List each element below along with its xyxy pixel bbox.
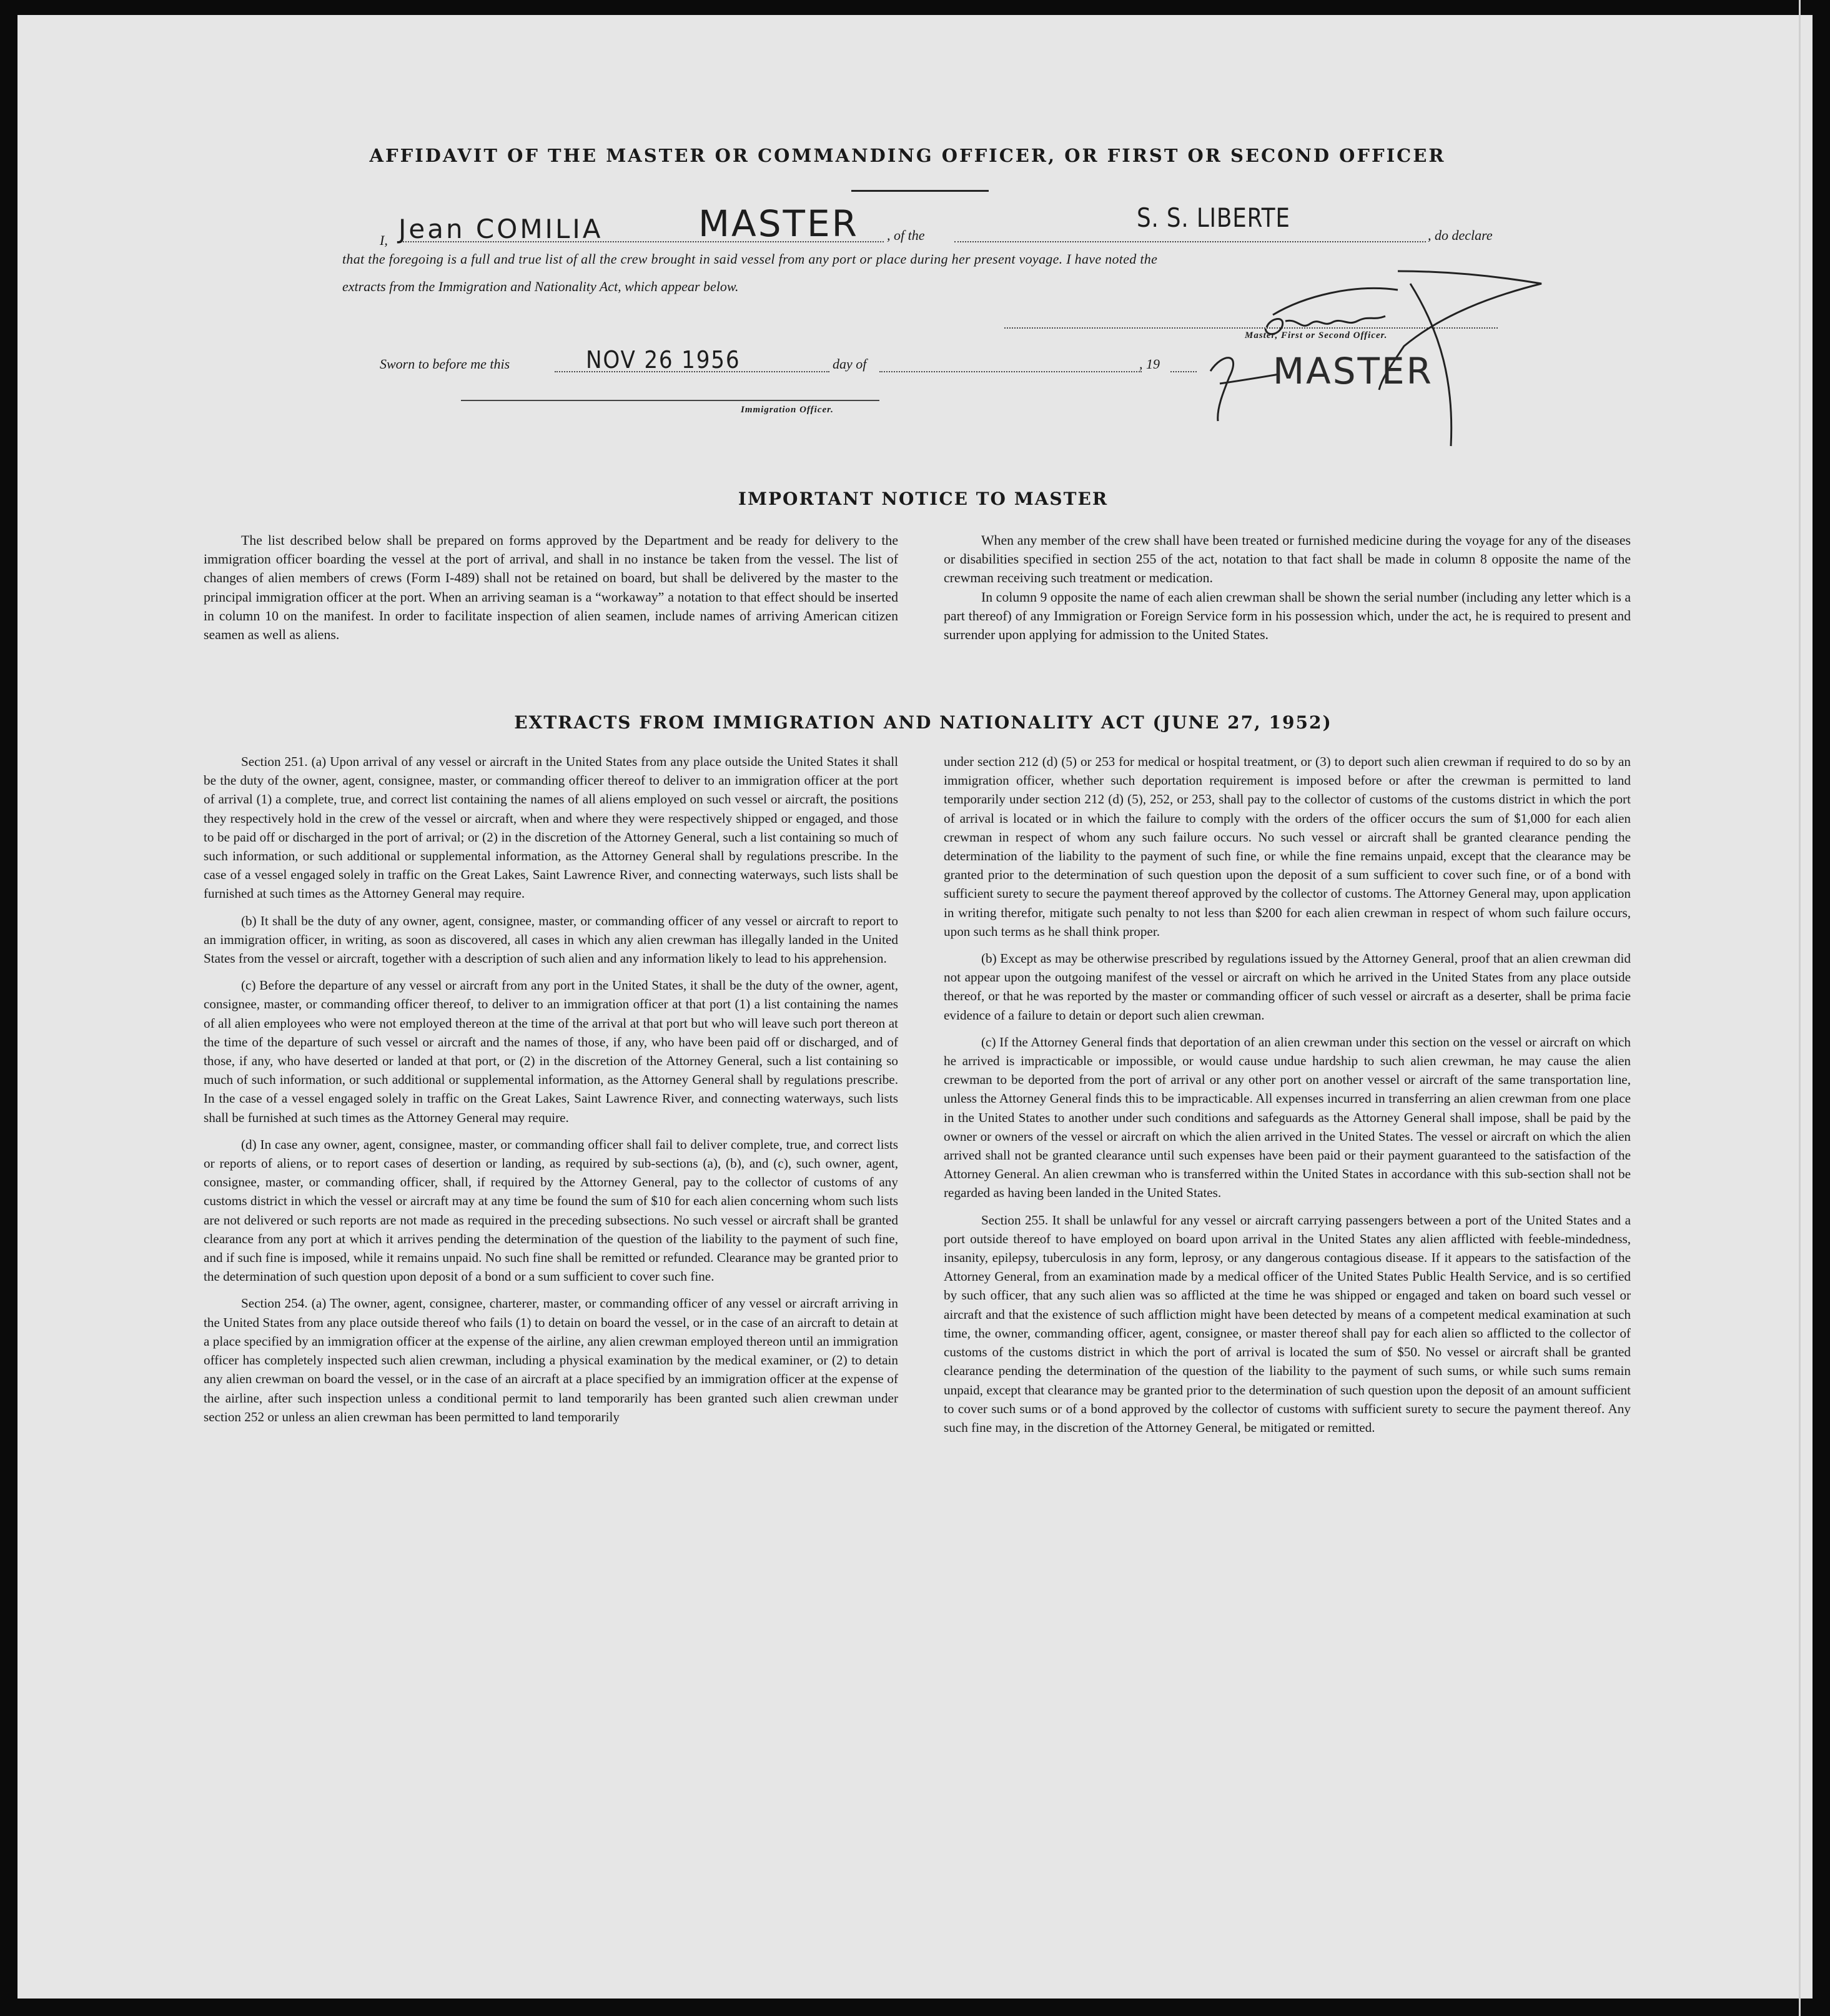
do-declare-label: , do declare [1428, 227, 1493, 243]
officer-line [461, 400, 879, 401]
section-251-b: (b) It shall be the duty of any owner, agent, consignee, master, or commanding officer of any vessel or aircraft to report to an immigration officer, in writing, as soon as discovered, all cases in which any alien crewman has illegally landed in the United States from the vessel or aircraft, together with a description of such alien and any information likely to lead to his apprehension. [204, 913, 898, 966]
section-254-b: (b) Except as may be otherwise prescribed by regulations issued by the Attorney General, proof that an alien crewman did not appear upon the outgoing manifest of the vessel or aircraft on which he arrived in the United States from any place outside thereof, or that he was reported by the master or commanding officer of such vessel or aircraft as a deserter, shall be prima facie evidence of a failure to detain or deport such alien crewman. [944, 951, 1631, 1023]
notice-right-paragraph: When any member of the crew shall have been treated or furnished medicine during the voyage for any of the diseases or disabilities specified in section 255 of the act, notation to that fact shall be made in column 8 opposite the name of the crewman receiving such treatment or medication. [944, 533, 1631, 586]
notice-left-paragraph: The list described below shall be prepared on forms approved by the Department and be ready for delivery to the immigration officer boarding the vessel at the port of arrival, and shall in no instance be taken from the vessel. The list of changes of alien members of crews (Form I-489) shall not be retained on board, but shall be delivered by the master to the principal immigration officer at the port. When an arriving seaman is a “workaway” a notation to that effect should be inserted in column 10 on the manifest. In order to facilitate inspection of alien seamen, include names of arriving American citizen seamen as well as aliens. [204, 533, 898, 643]
master-rank: MASTER [698, 202, 859, 245]
day-of-label: day of [833, 356, 867, 372]
section-254-c: (c) If the Attorney General finds that deportation of an alien crewman under this section on the vessel or aircraft on which he arrived is impracticable or impossible, or would cause undue hardship to such alien crewman, he may cause the alien crewman to be deported from the port of arrival or any other port on another vessel or aircraft of the same transportation line, unless the Attorney General finds this to be impracticable. All expenses incurred in transferring an alien crewman from one place in the United States to another under such conditions and safeguards as the Attorney General shall impose, shall be paid by the owner or owners of the vessel or aircraft on which the alien arrived in the United States. The vessel or aircraft on which the alien arrived shall not be granted clearance until such expenses have been paid or their payment guaranteed to the satisfaction of the Attorney General. An alien crewman who is transferred within the United States in accordance with this sub-section shall not be regarded as having been landed in the United States. [944, 1034, 1631, 1201]
master-stamp: MASTER [1273, 350, 1433, 392]
affidavit-title: AFFIDAVIT OF THE MASTER OR COMMANDING OFFICER, OR FIRST OR SECOND OFFICER [369, 145, 1446, 166]
prefix-i: I, [380, 232, 388, 248]
section-254-a: Section 254. (a) The owner, agent, consignee, charterer, master, or commanding officer of any vessel or aircraft arriving in the United States from any place outside thereof who fails (1) to detain on board the vessel, or in the case of an aircraft to detain at a place specified by an immigration officer at the expense of the airline, any alien crewman employed thereon until an immigration officer has completely inspected such alien crewman, including a physical examination by the medical examiner, or (2) to detain any alien crewman on board the vessel, or in the case of an aircraft at a place specified by an immigration officer at the expense of the airline, after such inspection unless a conditional permit to land temporarily has been granted such alien crewman under section 252 or unless an alien crewman has been permitted to land temporarily [204, 1296, 898, 1424]
extracts-right-column [944, 752, 1631, 1445]
vessel-name: S. S. LIBERTE [1137, 202, 1290, 233]
notice-right-column [944, 531, 1631, 644]
extracts-left-column [204, 752, 898, 1434]
master-name: Jean COMILIA [398, 214, 603, 244]
vessel-line [954, 241, 1426, 242]
signature-caption: Master, First or Second Officer. [1245, 330, 1388, 340]
sworn-label: Sworn to before me this [380, 356, 510, 372]
of-the-label: , of the [887, 227, 925, 243]
section-251-a: Section 251. (a) Upon arrival of any vessel or aircraft in the United States from any place outside the United States it shall be the duty of the owner, agent, consignee, master, or commanding officer thereof to deliver to an immigration officer at the port of arrival (1) a complete, true, and correct list containing the names of all aliens employed on such vessel or aircraft, the positions they respectively hold in the crew of the vessel or aircraft, when and where they were respectively shipped or engaged, and those to be paid off or discharged in the port of arrival; or (2) in the discretion of the Attorney General, such a list containing so much of such information, or such additional or supplemental information, as the Attorney General shall by regulations prescribe. In the case of a vessel engaged solely in traffic on the Great Lakes, Saint Lawrence River, and connecting waterways, such lists shall be furnished at such times as the Attorney General may require. [204, 754, 898, 901]
month-line [879, 371, 1142, 372]
document-page [17, 15, 1813, 1999]
officer-caption: Immigration Officer. [741, 405, 834, 415]
year-prefix: , 19 [1139, 356, 1160, 372]
section-251-c: (c) Before the departure of any vessel or aircraft from any port in the United States, it shall be the duty of the owner, agent, consignee, master, or commanding officer thereof, to deliver to an immigration officer at that port (1) a list containing the names of all alien employees who were not employed thereon at the time of the arrival at that port but who will leave such port thereon at the time of the departure of such vessel or aircraft and the names of those, if any, who have been paid off or discharged, and of those, if any, who have deserted or landed at that port, or (2) in the discretion of the Attorney General, such a list containing so much of such information, or such additional or supplemental information, as the Attorney General shall by regulations prescribe. In the case of a vessel engaged solely in traffic on the Great Lakes, Saint Lawrence River, and connecting waterways, such lists shall be furnished at such times as the Attorney General may require. [204, 978, 898, 1125]
notice-right-paragraph: In column 9 opposite the name of each alien crewman shall be shown the serial number (including any letter which is a part thereof) of any Immigration or Foreign Service form in his possession which, under the act, he is required to present and surrender upon applying for admission to the United States. [944, 589, 1631, 643]
title-divider [851, 190, 989, 192]
declaration-line-2: extracts from the Immigration and Nationality Act, which appear below. [342, 279, 739, 294]
page-edge [1799, 0, 1801, 2016]
year-line [1170, 371, 1197, 372]
section-254-a-continued: under section 212 (d) (5) or 253 for medical or hospital treatment, or (3) to deport such alien crewman if required to do so by an immigration officer, whether such deportation requirement is imposed before or after the crewman is permitted to land temporarily under section 212 (d) (5), 252, or 253, shall pay to the collector of customs of the customs district in which the port of arrival is located or in which the failure to comply with the orders of the officer occurs the sum of $1,000 for each alien crewman in respect of whom any such failure occurs. No such vessel or aircraft shall be granted clearance pending the determination of the liability to the payment of such fine, or while the fine remains unpaid, except that the clearance may be granted prior to the determination of such question upon the deposit of a sum sufficient to cover such fine, or of a bond with sufficient surety to secure the payment thereof approved by the collector of customs. The Attorney General may, upon application in writing therefor, mitigate such penalty to not less than $200 for each alien crewman in respect of whom such failure occurs, upon such terms as he shall think proper. [944, 754, 1631, 939]
sworn-date: NOV 26 1956 [586, 346, 741, 374]
extracts-title: EXTRACTS FROM IMMIGRATION AND NATIONALITY ACT (JUNE 27, 1952) [514, 712, 1332, 733]
section-255: Section 255. It shall be unlawful for any vessel or aircraft carrying passengers between a port of the United States and a port outside thereof to have employed on board upon arrival in the United States any alien afflicted with feeble-mindedness, insanity, epilepsy, tuberculosis in any form, leprosy, or any dangerous contagious disease. If it appears to the satisfaction of the Attorney General, from an examination made by a medical officer of the United States Public Health Service, and is so certified by such officer, that any such alien was so afflicted at the time he was shipped or engaged and taken on board such vessel or aircraft and that the existence of such affliction might have been detected by means of a competent medical examination at such time, the owner, commanding officer, agent, consignee, or master thereof shall pay for each alien so afflicted to the collector of customs of the customs district in which the port of arrival is located the sum of $50. No vessel or aircraft shall be granted clearance pending the determination of the question of the liability to the payment of such sums, or while such sums remain unpaid, except that clearance may be granted prior to the determination of such question upon the deposit of an amount sufficient to cover such sums or of a bond approved by the collector of customs with sufficient surety to secure the payment thereof. Any such fine may, in the discretion of the Attorney General, be mitigated or remitted. [944, 1212, 1631, 1435]
section-251-d: (d) In case any owner, agent, consignee, master, or commanding officer shall fail to deliver complete, true, and correct lists or reports of aliens, or to report cases of desertion or landing, as required by sub-sections (a), (b), and (c), such owner, agent, consignee, master, or commanding officer, shall, if required by the Attorney General, pay to the collector of customs of any customs district in which the vessel or aircraft may at any time be found the sum of $10 for each alien concerning whom such lists are not delivered or such reports are not made as required in the preceding subsections. No such vessel or aircraft shall be granted clearance from any port at which it arrives pending the determination of the question of the liability to the payment of such fine, and if such fine is imposed, while it remains unpaid. No such fine shall be remitted or refunded. Clearance may be granted prior to the determination of such question upon deposit of a bond or a sum sufficient to cover such fine. [204, 1136, 898, 1284]
declaration-line-1: that the foregoing is a full and true list of all the crew brought in said vessel from any port or place during her present voyage. I have noted the [342, 251, 1158, 267]
notice-left-column [204, 531, 898, 644]
notice-title: IMPORTANT NOTICE TO MASTER [738, 489, 1109, 509]
